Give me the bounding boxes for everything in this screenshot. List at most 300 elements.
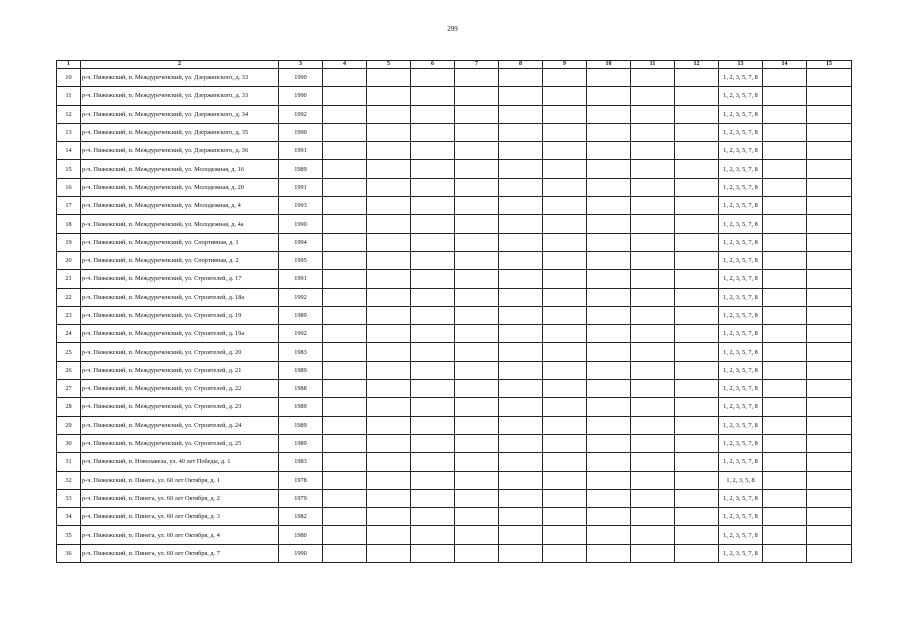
empty-cell [455, 416, 499, 434]
empty-cell [543, 343, 587, 361]
empty-cell [499, 325, 543, 343]
empty-cell [323, 288, 367, 306]
empty-cell [411, 123, 455, 141]
empty-cell [543, 526, 587, 544]
empty-cell [807, 471, 852, 489]
empty-cell [587, 123, 631, 141]
empty-cell [499, 508, 543, 526]
empty-cell [763, 69, 807, 87]
table-row [57, 142, 852, 160]
empty-cell [763, 544, 807, 562]
table-row [57, 343, 852, 361]
empty-cell [455, 380, 499, 398]
empty-cell [807, 197, 852, 215]
empty-cell [499, 343, 543, 361]
empty-cell [763, 105, 807, 123]
empty-cell [367, 416, 411, 434]
table-row [57, 434, 852, 452]
empty-cell [411, 306, 455, 324]
year-cell: 1989 [279, 306, 323, 324]
empty-cell [631, 416, 675, 434]
empty-cell [411, 197, 455, 215]
column-header: 5 [367, 61, 411, 69]
column-header: 11 [631, 61, 675, 69]
codes-cell: 1, 2, 3, 5, 7, 8 [719, 526, 763, 544]
codes-cell: 1, 2, 3, 5, 7, 8 [719, 489, 763, 507]
empty-cell [499, 142, 543, 160]
empty-cell [587, 197, 631, 215]
empty-cell [807, 306, 852, 324]
year-cell: 1992 [279, 325, 323, 343]
empty-cell [807, 251, 852, 269]
column-header: 2 [81, 61, 279, 69]
empty-cell [587, 489, 631, 507]
empty-cell [675, 142, 719, 160]
column-header: 15 [807, 61, 852, 69]
row-number: 23 [57, 306, 81, 324]
empty-cell [807, 343, 852, 361]
empty-cell [323, 489, 367, 507]
empty-cell [763, 251, 807, 269]
empty-cell [675, 471, 719, 489]
empty-cell [543, 325, 587, 343]
address-cell: р-ч. Пижежский, п. Междуреченский, ул. Дзержинского, д. 34 [81, 105, 279, 123]
empty-cell [367, 544, 411, 562]
empty-cell [367, 123, 411, 141]
empty-cell [499, 251, 543, 269]
empty-cell [543, 197, 587, 215]
row-number: 31 [57, 453, 81, 471]
empty-cell [807, 398, 852, 416]
empty-cell [675, 380, 719, 398]
empty-cell [631, 325, 675, 343]
empty-cell [323, 178, 367, 196]
empty-cell [631, 270, 675, 288]
empty-cell [675, 251, 719, 269]
empty-cell [367, 160, 411, 178]
empty-cell [323, 453, 367, 471]
empty-cell [499, 471, 543, 489]
year-cell: 1989 [279, 434, 323, 452]
empty-cell [763, 215, 807, 233]
empty-cell [543, 544, 587, 562]
empty-cell [543, 288, 587, 306]
empty-cell [455, 270, 499, 288]
empty-cell [807, 69, 852, 87]
empty-cell [675, 416, 719, 434]
empty-cell [543, 453, 587, 471]
year-cell: 1991 [279, 142, 323, 160]
empty-cell [499, 270, 543, 288]
empty-cell [543, 508, 587, 526]
address-cell: р-ч. Пижежский, п. Междуреченский, ул. Дзержинского, д. 35 [81, 123, 279, 141]
empty-cell [323, 380, 367, 398]
empty-cell [631, 123, 675, 141]
address-cell: р-ч. Пижежский, п. Междуреченский, ул. Строителей, д. 25 [81, 434, 279, 452]
year-cell: 1978 [279, 471, 323, 489]
row-number: 26 [57, 361, 81, 379]
empty-cell [367, 453, 411, 471]
empty-cell [323, 343, 367, 361]
table-row [57, 325, 852, 343]
year-cell: 1990 [279, 215, 323, 233]
empty-cell [807, 178, 852, 196]
codes-cell: 1, 2, 3, 5, 7, 8 [719, 361, 763, 379]
empty-cell [631, 544, 675, 562]
empty-cell [763, 325, 807, 343]
empty-cell [587, 178, 631, 196]
codes-cell: 1, 2, 3, 5, 7, 8 [719, 233, 763, 251]
empty-cell [411, 251, 455, 269]
empty-cell [675, 434, 719, 452]
empty-cell [675, 343, 719, 361]
empty-cell [543, 306, 587, 324]
empty-cell [367, 380, 411, 398]
year-cell: 1992 [279, 288, 323, 306]
row-number: 32 [57, 471, 81, 489]
column-header: 13 [719, 61, 763, 69]
empty-cell [675, 87, 719, 105]
empty-cell [675, 489, 719, 507]
empty-cell [631, 380, 675, 398]
address-cell: р-ч. Пижежский, п. Междуреченский, ул. Строителей, д. 24 [81, 416, 279, 434]
empty-cell [367, 87, 411, 105]
year-cell: 1990 [279, 69, 323, 87]
codes-cell: 1, 2, 3, 5, 7, 8 [719, 434, 763, 452]
column-header: 12 [675, 61, 719, 69]
table-row [57, 380, 852, 398]
empty-cell [587, 306, 631, 324]
empty-cell [631, 197, 675, 215]
empty-cell [323, 526, 367, 544]
empty-cell [675, 508, 719, 526]
codes-cell: 1, 2, 3, 5, 7, 8 [719, 544, 763, 562]
empty-cell [587, 270, 631, 288]
empty-cell [675, 160, 719, 178]
empty-cell [631, 288, 675, 306]
empty-cell [323, 416, 367, 434]
empty-cell [807, 233, 852, 251]
empty-cell [763, 471, 807, 489]
empty-cell [323, 544, 367, 562]
year-cell: 1983 [279, 343, 323, 361]
empty-cell [499, 380, 543, 398]
empty-cell [367, 288, 411, 306]
empty-cell [411, 142, 455, 160]
empty-cell [763, 306, 807, 324]
empty-cell [499, 178, 543, 196]
table-row [57, 489, 852, 507]
empty-cell [587, 105, 631, 123]
empty-cell [807, 361, 852, 379]
column-header: 10 [587, 61, 631, 69]
address-cell: р-ч. Пижежский, п. Междуреченский, ул. Молодежная, д. 16 [81, 160, 279, 178]
empty-cell [411, 270, 455, 288]
column-header: 7 [455, 61, 499, 69]
empty-cell [631, 215, 675, 233]
codes-cell: 1, 2, 3, 5, 8 [719, 471, 763, 489]
empty-cell [763, 288, 807, 306]
year-cell: 1992 [279, 105, 323, 123]
empty-cell [455, 123, 499, 141]
empty-cell [367, 270, 411, 288]
empty-cell [807, 434, 852, 452]
table-row [57, 197, 852, 215]
empty-cell [455, 142, 499, 160]
table-row [57, 251, 852, 269]
row-number: 22 [57, 288, 81, 306]
empty-cell [587, 526, 631, 544]
empty-cell [455, 288, 499, 306]
empty-cell [543, 178, 587, 196]
empty-cell [323, 197, 367, 215]
empty-cell [455, 160, 499, 178]
empty-cell [323, 270, 367, 288]
empty-cell [499, 361, 543, 379]
empty-cell [763, 380, 807, 398]
row-number: 28 [57, 398, 81, 416]
empty-cell [631, 361, 675, 379]
year-cell: 1989 [279, 416, 323, 434]
row-number: 21 [57, 270, 81, 288]
empty-cell [807, 105, 852, 123]
column-header: 9 [543, 61, 587, 69]
empty-cell [807, 508, 852, 526]
empty-cell [323, 306, 367, 324]
empty-cell [367, 343, 411, 361]
empty-cell [807, 453, 852, 471]
empty-cell [499, 87, 543, 105]
table-row [57, 398, 852, 416]
codes-cell: 1, 2, 3, 5, 7, 8 [719, 508, 763, 526]
empty-cell [631, 142, 675, 160]
empty-cell [499, 233, 543, 251]
table-row [57, 471, 852, 489]
row-number: 16 [57, 178, 81, 196]
empty-cell [323, 87, 367, 105]
empty-cell [675, 215, 719, 233]
empty-cell [455, 325, 499, 343]
address-cell: р-ч. Пижежский, п. Пинега, ул. 60 лет Октября, д. 3 [81, 508, 279, 526]
empty-cell [631, 306, 675, 324]
empty-cell [323, 123, 367, 141]
empty-cell [411, 215, 455, 233]
empty-cell [631, 251, 675, 269]
column-header: 8 [499, 61, 543, 69]
empty-cell [763, 416, 807, 434]
empty-cell [807, 160, 852, 178]
empty-cell [367, 251, 411, 269]
empty-cell [763, 270, 807, 288]
row-number: 36 [57, 544, 81, 562]
empty-cell [367, 233, 411, 251]
column-header: 4 [323, 61, 367, 69]
row-number: 20 [57, 251, 81, 269]
empty-cell [367, 325, 411, 343]
row-number: 15 [57, 160, 81, 178]
year-cell: 1991 [279, 178, 323, 196]
codes-cell: 1, 2, 3, 5, 7, 8 [719, 142, 763, 160]
year-cell: 1980 [279, 526, 323, 544]
codes-cell: 1, 2, 3, 5, 7, 8 [719, 105, 763, 123]
empty-cell [411, 471, 455, 489]
row-number: 33 [57, 489, 81, 507]
empty-cell [587, 416, 631, 434]
empty-cell [587, 434, 631, 452]
table-row [57, 544, 852, 562]
empty-cell [675, 197, 719, 215]
empty-cell [807, 142, 852, 160]
empty-cell [323, 434, 367, 452]
year-cell: 1988 [279, 380, 323, 398]
empty-cell [675, 398, 719, 416]
empty-cell [367, 489, 411, 507]
empty-cell [323, 471, 367, 489]
table-row [57, 453, 852, 471]
empty-cell [455, 526, 499, 544]
empty-cell [543, 87, 587, 105]
empty-cell [367, 69, 411, 87]
year-cell: 1979 [279, 489, 323, 507]
empty-cell [587, 325, 631, 343]
empty-cell [323, 398, 367, 416]
empty-cell [631, 105, 675, 123]
empty-cell [587, 69, 631, 87]
empty-cell [367, 215, 411, 233]
codes-cell: 1, 2, 3, 5, 7, 8 [719, 416, 763, 434]
empty-cell [631, 233, 675, 251]
empty-cell [543, 270, 587, 288]
empty-cell [411, 325, 455, 343]
row-number: 24 [57, 325, 81, 343]
address-cell: р-ч. Пижежский, п. Междуреченский, ул. Строителей, д. 18а [81, 288, 279, 306]
empty-cell [455, 105, 499, 123]
empty-cell [587, 142, 631, 160]
address-cell: р-ч. Пижежский, п. Междуреченский, ул. Строителей, д. 17 [81, 270, 279, 288]
column-header: 14 [763, 61, 807, 69]
empty-cell [411, 343, 455, 361]
empty-cell [543, 123, 587, 141]
empty-cell [455, 544, 499, 562]
codes-cell: 1, 2, 3, 5, 7, 8 [719, 398, 763, 416]
year-cell: 1990 [279, 123, 323, 141]
empty-cell [675, 105, 719, 123]
empty-cell [367, 142, 411, 160]
table-row [57, 416, 852, 434]
empty-cell [411, 434, 455, 452]
empty-cell [763, 526, 807, 544]
empty-cell [499, 544, 543, 562]
empty-cell [411, 178, 455, 196]
empty-cell [367, 398, 411, 416]
table-row [57, 123, 852, 141]
table-row [57, 233, 852, 251]
row-number: 34 [57, 508, 81, 526]
empty-cell [587, 288, 631, 306]
empty-cell [631, 398, 675, 416]
empty-cell [455, 343, 499, 361]
empty-cell [411, 544, 455, 562]
year-cell: 1982 [279, 508, 323, 526]
year-cell: 1989 [279, 160, 323, 178]
address-cell: р-ч. Пижежский, п. Междуреченский, ул. Строителей, д. 20 [81, 343, 279, 361]
empty-cell [455, 434, 499, 452]
year-cell: 1990 [279, 544, 323, 562]
address-cell: р-ч. Пижежский, п. Междуреченский, ул. Строителей, д. 19 [81, 306, 279, 324]
empty-cell [323, 251, 367, 269]
year-cell: 1990 [279, 87, 323, 105]
row-number: 19 [57, 233, 81, 251]
empty-cell [455, 233, 499, 251]
row-number: 12 [57, 105, 81, 123]
empty-cell [411, 361, 455, 379]
empty-cell [631, 178, 675, 196]
codes-cell: 1, 2, 3, 5, 7, 8 [719, 251, 763, 269]
codes-cell: 1, 2, 3, 5, 7, 8 [719, 270, 763, 288]
codes-cell: 1, 2, 3, 5, 7, 8 [719, 69, 763, 87]
empty-cell [455, 453, 499, 471]
empty-cell [763, 453, 807, 471]
year-cell: 1991 [279, 270, 323, 288]
empty-cell [323, 142, 367, 160]
codes-cell: 1, 2, 3, 5, 7, 8 [719, 288, 763, 306]
empty-cell [807, 270, 852, 288]
year-cell: 1993 [279, 197, 323, 215]
codes-cell: 1, 2, 3, 5, 7, 8 [719, 87, 763, 105]
empty-cell [675, 178, 719, 196]
empty-cell [631, 69, 675, 87]
empty-cell [323, 69, 367, 87]
empty-cell [543, 215, 587, 233]
codes-cell: 1, 2, 3, 5, 7, 8 [719, 325, 763, 343]
empty-cell [499, 416, 543, 434]
year-cell: 1989 [279, 398, 323, 416]
table-row [57, 105, 852, 123]
empty-cell [587, 160, 631, 178]
empty-cell [543, 142, 587, 160]
empty-cell [323, 325, 367, 343]
empty-cell [367, 471, 411, 489]
address-cell: р-ч. Пижежский, п. Междуреченский, ул. Дзержинского, д. 36 [81, 142, 279, 160]
codes-cell: 1, 2, 3, 5, 7, 8 [719, 306, 763, 324]
table-row [57, 160, 852, 178]
row-number: 11 [57, 87, 81, 105]
empty-cell [323, 508, 367, 526]
column-header: 3 [279, 61, 323, 69]
empty-cell [631, 489, 675, 507]
empty-cell [763, 398, 807, 416]
codes-cell: 1, 2, 3, 5, 7, 8 [719, 123, 763, 141]
address-cell: р-ч. Пижежский, п. Новолавела, ул. 40 лет Победы, д. 1 [81, 453, 279, 471]
empty-cell [587, 508, 631, 526]
housing-registry-table [56, 60, 852, 563]
codes-cell: 1, 2, 3, 5, 7, 8 [719, 380, 763, 398]
address-cell: р-ч. Пижежский, п. Междуреченский, ул. Строителей, д. 23 [81, 398, 279, 416]
row-number: 18 [57, 215, 81, 233]
empty-cell [543, 233, 587, 251]
empty-cell [587, 215, 631, 233]
empty-cell [455, 197, 499, 215]
empty-cell [631, 526, 675, 544]
empty-cell [763, 434, 807, 452]
row-number: 10 [57, 69, 81, 87]
empty-cell [587, 233, 631, 251]
empty-cell [543, 416, 587, 434]
empty-cell [675, 233, 719, 251]
address-cell: р-ч. Пижежский, п. Междуреченский, ул. Молодежная, д. 4а [81, 215, 279, 233]
empty-cell [763, 197, 807, 215]
address-cell: р-ч. Пижежский, п. Пинега, ул. 60 лет Октября, д. 1 [81, 471, 279, 489]
